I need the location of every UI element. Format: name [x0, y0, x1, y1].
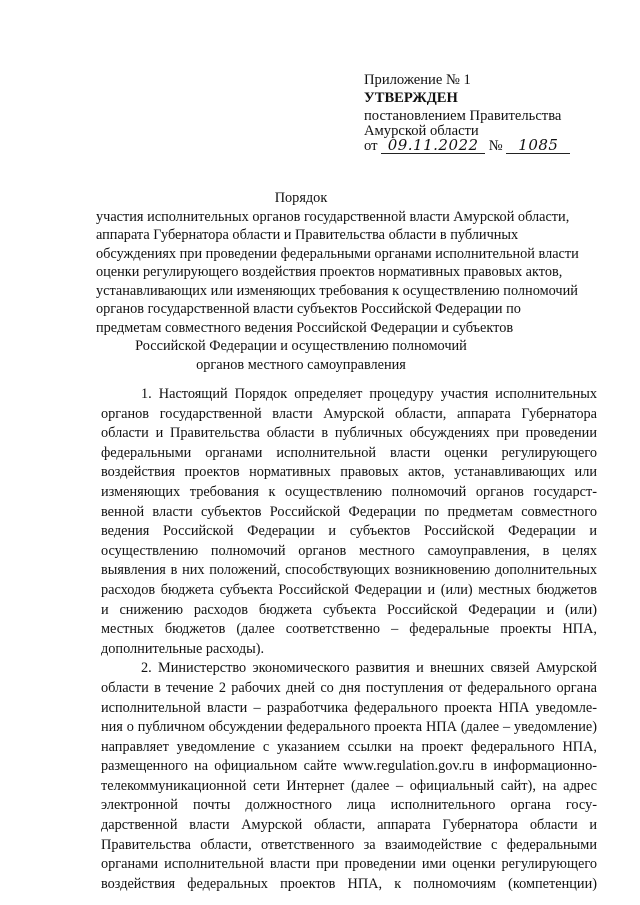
paragraph-2-line: направляет уведомление с указанием ссылки на проект федерального НПА,: [101, 738, 597, 755]
paragraph-2-line: электронной почты должностного лица исполнительного органа госу-: [101, 797, 597, 814]
approved-label: УТВЕРЖДЕН: [364, 90, 458, 106]
paragraph-1-line: федеральными органами исполнительной власти оценки регулирующего: [101, 444, 597, 461]
handwritten-date: 09.11.2022: [381, 137, 485, 154]
number-prefix: №: [488, 138, 503, 154]
paragraph-1-line: осуществлению полномочий органов местного самоуправления, в целях: [101, 542, 597, 559]
handwritten-number: 1085: [506, 137, 570, 154]
paragraph-1-line: выявления в них положений, способствующих возникновению дополнительных: [101, 562, 597, 579]
title-line: органов государственной власти субъектов Российской Федерации по: [96, 301, 521, 317]
title-line: обсуждениях при проведении федеральными органами исполнительной власти: [96, 245, 579, 262]
paragraph-2-line: дарственной власти Амурской области, аппарата Губернатора области и: [101, 817, 597, 834]
paragraph-2-line: Правительства области, ответственного за взаимодействие с федеральными: [101, 836, 597, 853]
paragraph-2-line: исполнительной власти – разработчика федерального проекта НПА уведомле-: [101, 699, 597, 716]
title-line: устанавливающих или изменяющих требования к осуществлению полномочий: [96, 282, 578, 299]
decree-date-line: [364, 137, 570, 155]
region-label: Амурской области: [364, 123, 479, 139]
paragraph-2-line: размещенного на официальном сайте www.regulation.gov.ru в информационно-: [101, 758, 597, 775]
paragraph-1-line: расходов бюджета субъекта Российской Федерации и (или) местных бюджетов: [101, 581, 597, 598]
paragraph-1-line: и снижению расходов бюджета субъекта Российской Федерации и (или): [101, 601, 597, 618]
paragraph-2-line: органами исполнительной власти при проведении ими оценки регулирующего: [101, 856, 597, 873]
paragraph-1-line: 1. Настоящий Порядок определяет процедуру участия исполнительных: [141, 386, 597, 402]
document-body: [101, 385, 597, 894]
document-title: [96, 189, 579, 374]
title-heading: Порядок: [274, 190, 328, 206]
title-line: предметам совместного ведения Российской Федерации и субъектов: [96, 319, 514, 336]
appendix-label: Приложение № 1: [364, 72, 471, 88]
paragraph-1-line: дополнительные расходы).: [101, 640, 265, 657]
paragraph-2-line: воздействия федеральных проектов НПА, к полномочиям (компетенции): [101, 875, 597, 892]
paragraph-2-line: телекоммуникационной сети Интернет (далее – официальный сайт), на адрес: [101, 777, 597, 794]
paragraph-1-line: венной власти субъектов Российской Федерации по предметам совместного: [101, 503, 597, 520]
paragraph-1-line: изменяющих требования к осуществлению полномочий органов государст-: [101, 483, 597, 500]
paragraph-1-line: ведения Российской Федерации и субъектов Российской Федерации и: [101, 523, 597, 540]
title-line: аппарата Губернатора области и Правительства области в публичных: [96, 227, 519, 243]
title-line: участия исполнительных органов государственной власти Амурской области,: [96, 208, 570, 225]
title-line: Российской Федерации и осуществлению полномочий: [135, 338, 467, 354]
title-line: оценки регулирующего воздействия проектов нормативных правовых актов,: [96, 264, 563, 280]
paragraph-2-line: ния о публичном обсуждении федерального проекта НПА (далее – уведомление): [101, 719, 597, 736]
paragraph-2-line: 2. Министерство экономического развития и внешних связей Амурской: [141, 660, 597, 677]
paragraph-1-line: воздействия проектов нормативных правовых актов, устанавливающих или: [101, 464, 597, 481]
paragraph-1-line: органов государственной власти Амурской области, аппарата Губернатора: [101, 405, 597, 422]
date-prefix: от: [364, 138, 378, 154]
decree-label: постановлением Правительства: [364, 108, 562, 124]
title-line: органов местного самоуправления: [196, 356, 406, 373]
paragraph-1-line: области и Правительства области в публичных обсуждениях при проведении: [101, 425, 597, 442]
paragraph-2-line: области в течение 2 рабочих дней со дня поступления от федерального органа: [101, 679, 597, 696]
paragraph-1-line: местных бюджетов (далее соответственно – федеральные проекты НПА,: [101, 621, 597, 638]
